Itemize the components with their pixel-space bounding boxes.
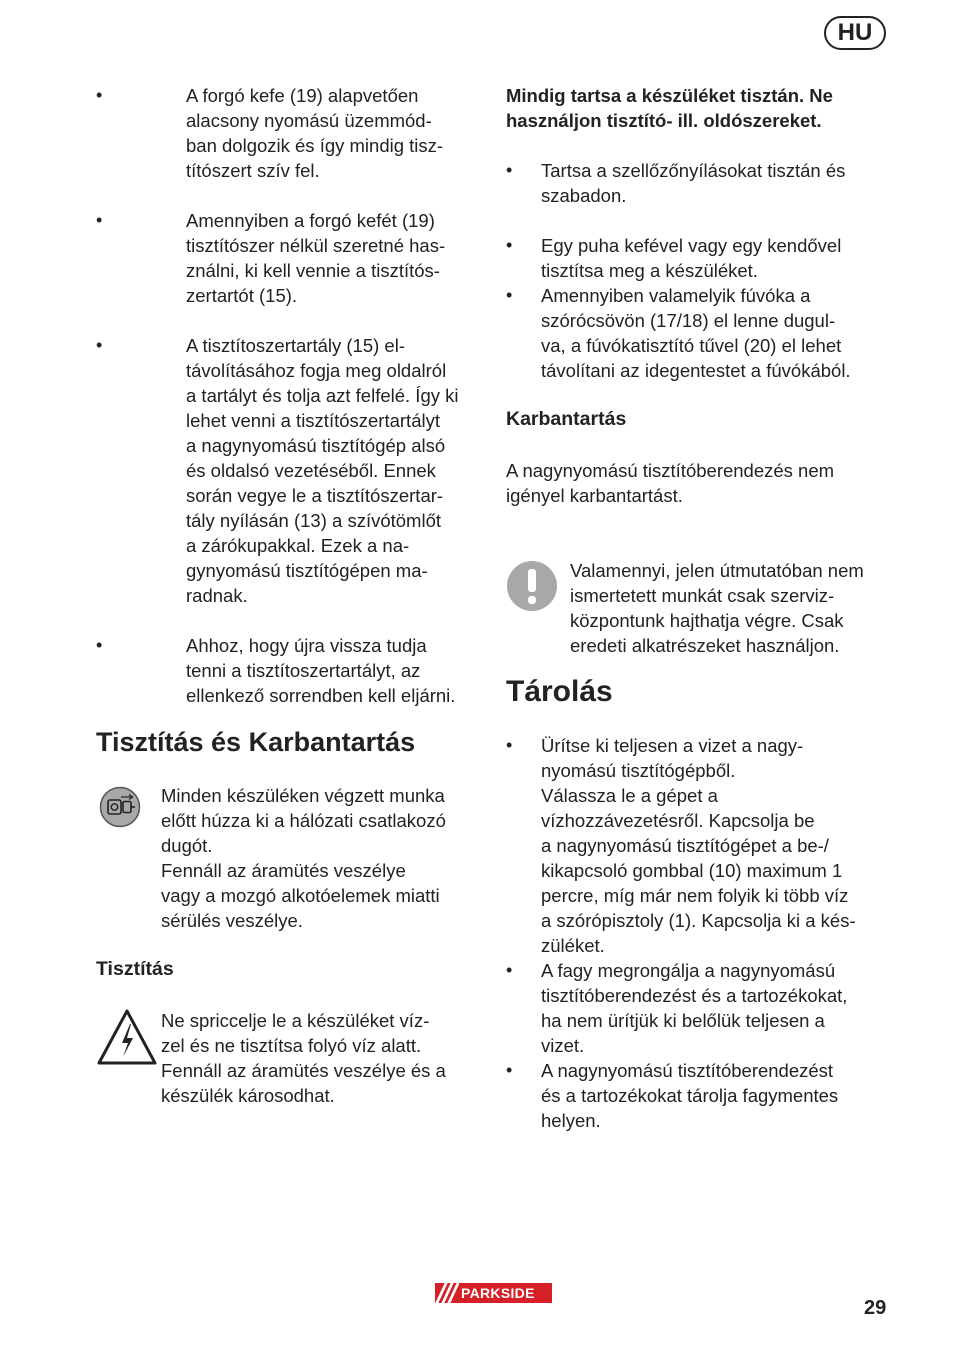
text-line: távolításához fogja meg oldalról: [186, 360, 447, 381]
text-line: Válassza le a gépet a: [541, 785, 718, 806]
text-line: Ahhoz, hogy újra vissza tudja: [186, 635, 427, 656]
text-line: helyen.: [541, 1110, 601, 1131]
text-line: Amennyiben valamelyik fúvóka a: [541, 285, 811, 306]
text-line: zertartót (15).: [186, 285, 298, 306]
text-line: alacsony nyomású üzemmód-: [186, 110, 432, 131]
text-line: zel és ne tisztítsa folyó víz alatt.: [161, 1035, 422, 1056]
bullet-symbol: •: [96, 335, 103, 355]
text-line: radnak.: [186, 585, 248, 606]
text-line: a zárókupakkal. Ezek a na-: [186, 535, 410, 556]
text-line: ha nem ürítjük ki belőlük teljesen a: [541, 1010, 825, 1031]
text-line: tenni a tisztítoszertartályt, az: [186, 660, 421, 681]
bullet-symbol: •: [96, 210, 103, 230]
text-line: A nagynyomású tisztítóberendezés nem: [506, 460, 835, 481]
text-line: során vegye le a tisztítószertar-: [186, 485, 444, 506]
text-line: vizet.: [541, 1035, 585, 1056]
text-line: tisztítóberendezést és a tartozékokat,: [541, 985, 848, 1006]
bullet-symbol: •: [506, 960, 513, 980]
text-line: va, a fúvókatisztító tűvel (20) el lehet: [541, 335, 842, 356]
text-line: Ne spriccelje le a készüléket víz-: [161, 1010, 430, 1031]
electric-shock-warning-icon: [96, 1008, 158, 1071]
text-line: dugót.: [161, 835, 213, 856]
text-line: kikapcsoló gombbal (10) maximum 1: [541, 860, 843, 881]
text-line: Fennáll az áramütés veszélye: [161, 860, 406, 881]
subheading-cleaning: Tisztítás: [96, 958, 174, 980]
bullet-symbol: •: [506, 235, 513, 255]
subheading-maintenance: Karbantartás: [506, 408, 627, 430]
bullet-symbol: •: [506, 285, 513, 305]
text-line: lehet venni a tisztítószertartályt: [186, 410, 440, 431]
text-line: A forgó kefe (19) alapvetően: [186, 85, 419, 106]
text-line: készülék károsodhat.: [161, 1085, 335, 1106]
text-line: igényel karbantartást.: [506, 485, 683, 506]
text-line: ban dolgozik és így mindig tisz-: [186, 135, 444, 156]
bullet-symbol: •: [506, 735, 513, 755]
text-line: sérülés veszélye.: [161, 910, 303, 931]
text-line: a nagynyomású tisztítógépet a be-/: [541, 835, 829, 856]
text-line: és oldalsó vezetéséből. Ennek: [186, 460, 436, 481]
language-badge: HU: [824, 16, 886, 50]
text-line: ismertetett munkát csak szerviz-: [570, 585, 835, 606]
text-line: ználni, ki kell vennie a tisztítós-: [186, 260, 440, 281]
text-line: tisztítsa meg a készüléket.: [541, 260, 758, 281]
text-line: Fennáll az áramütés veszélye és a: [161, 1060, 446, 1081]
text-line: A nagynyomású tisztítóberendezést: [541, 1060, 834, 1081]
text-line: Valamennyi, jelen útmutatóban nem: [570, 560, 864, 581]
text-line: és a tartozékokat tárolja fagymentes: [541, 1085, 839, 1106]
text-line: tály nyílásán (13) a szívótömlőt: [186, 510, 441, 531]
text-line: tisztítószer nélkül szeretné has-: [186, 235, 446, 256]
text-line: távolítani az idegentestet a fúvókából.: [541, 360, 851, 381]
text-line: szórócsövön (17/18) el lenne dugul-: [541, 310, 836, 331]
text-line: Ürítse ki teljesen a vizet a nagy-: [541, 735, 804, 756]
parkside-logo: [435, 1283, 552, 1303]
text-line: eredeti alkatrészeket használjon.: [570, 635, 840, 656]
page-number: 29: [864, 1297, 887, 1319]
text-line: a tartályt és tolja azt felfelé. Így ki: [186, 385, 459, 406]
text-line: percre, míg már nem folyik ki több víz: [541, 885, 849, 906]
text-line: vízhozzávezetésről. Kapcsolja be: [541, 810, 815, 831]
text-line: nyomású tisztítógépből.: [541, 760, 736, 781]
brand-name: PARKSIDE: [461, 1285, 535, 1301]
text-line: ellenkező sorrendben kell eljárni.: [186, 685, 456, 706]
bullet-symbol: •: [506, 1060, 513, 1080]
text-line: a szórópisztoly (1). Kapcsolja ki a kés-: [541, 910, 856, 931]
text-line: szabadon.: [541, 185, 627, 206]
section-heading-cleaning: Tisztítás és Karbantartás: [96, 727, 416, 757]
unplug-icon: [99, 786, 141, 833]
text-line: előtt húzza ki a hálózati csatlakozó: [161, 810, 446, 831]
text-line: Mindig tartsa a készüléket tisztán. Ne: [506, 85, 833, 106]
bullet-symbol: •: [506, 160, 513, 180]
text-line: A tisztítoszertartály (15) el-: [186, 335, 405, 356]
text-line: A fagy megrongálja a nagynyomású: [541, 960, 836, 981]
logo-stripes-icon: [435, 1283, 459, 1303]
section-heading-storage: Tárolás: [506, 675, 613, 708]
text-line: Tartsa a szellőzőnyílásokat tisztán és: [541, 160, 846, 181]
text-line: Minden készüléken végzett munka: [161, 785, 445, 806]
text-line: züléket.: [541, 935, 605, 956]
text-line: Egy puha kefével vagy egy kendővel: [541, 235, 842, 256]
text-line: központunk hajthatja végre. Csak: [570, 610, 844, 631]
text-line: a nagynyomású tisztítógép alsó: [186, 435, 446, 456]
text-line: vagy a mozgó alkotóelemek miatti: [161, 885, 440, 906]
text-line: gynyomású tisztítógépen ma-: [186, 560, 428, 581]
text-line: Amennyiben a forgó kefét (19): [186, 210, 435, 231]
bullet-symbol: •: [96, 85, 103, 105]
bullet-symbol: •: [96, 635, 103, 655]
text-line: títószert szív fel.: [186, 160, 320, 181]
text-line: használjon tisztító- ill. oldószereket.: [506, 110, 822, 131]
exclamation-icon: [506, 560, 558, 617]
